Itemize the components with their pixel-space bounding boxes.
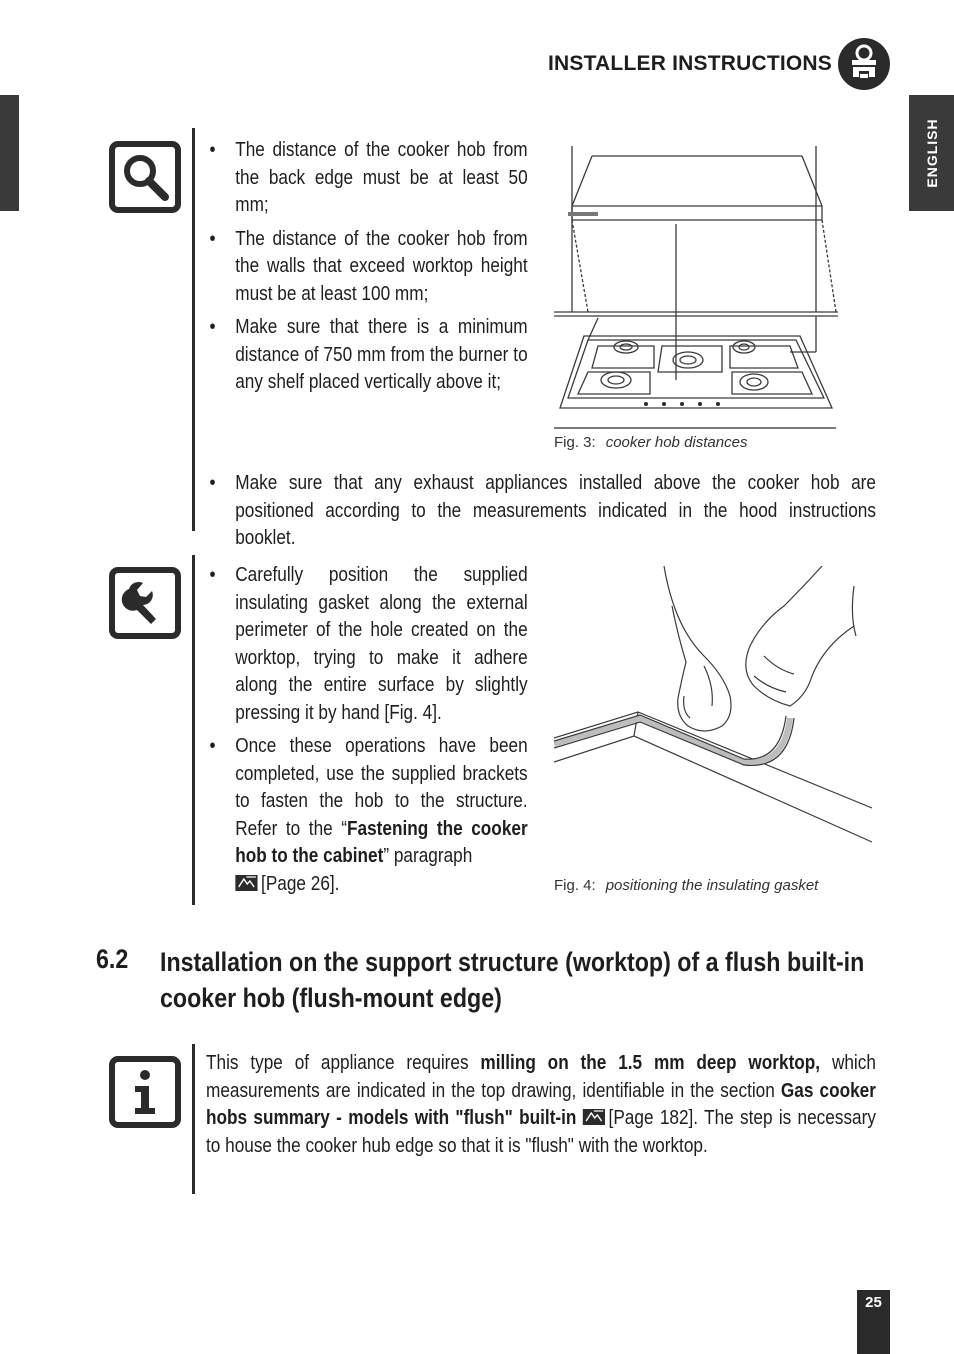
- section-number: 6.2: [96, 944, 129, 974]
- distance-list: [206, 137, 528, 403]
- list-item: • Carefully position the supplied insulating gasket along the external perimeter of the hole created on the worktop, trying to make it adhere along the entire surface by slightly pressing it by hand [Fig. 4].: [206, 562, 528, 727]
- info-paragraph: This type of appliance requires milling on the 1.5 mm deep worktop, which measurements are indicated in the top drawing, identifiable in the section Gas cooker hobs summary - models with "flush" built-in [Page 182]. The step is necessary to house the cooker hub edge so that it is "flush" with the worktop.: [206, 1052, 876, 1157]
- page-reference[interactable]: [Page 26].: [261, 872, 340, 895]
- magnifier-icon: [109, 141, 181, 213]
- header-title: INSTALLER INSTRUCTIONS: [547, 52, 832, 75]
- list-item: • Make sure that there is a minimum distance of 750 mm from the burner to any shelf placed vertically above it;: [206, 314, 528, 397]
- left-edge-tab: [0, 95, 19, 211]
- paragraph-reference[interactable]: Fastening the cooker hob to the cabinet: [235, 817, 528, 867]
- page-number: 25: [857, 1290, 890, 1354]
- figure-cooker-hob-distances: [554, 140, 838, 430]
- list-item: • Make sure that any exhaust appliances installed above the cooker hob are positioned according to the measurements indicated in the hood instructions booklet.: [206, 470, 876, 553]
- page-reference[interactable]: [Page 182]: [608, 1107, 694, 1129]
- gasket-list: [206, 562, 528, 904]
- list-item: • Once these operations have been completed, use the supplied brackets to fasten the hob to the structure. Refer to the “Fastening the cooker hob to the cabinet” paragraph [Page 26].: [206, 733, 528, 898]
- book-reference-icon: [235, 873, 257, 891]
- block-divider: [192, 128, 195, 531]
- block-divider: [192, 1044, 195, 1194]
- info-icon: [109, 1056, 181, 1128]
- list-item: • The distance of the cooker hob from the walls that exceed worktop height must be at least 100 mm;: [206, 226, 528, 309]
- installer-icon: [838, 38, 890, 90]
- figure-reference[interactable]: [Fig. 4]: [384, 701, 437, 724]
- language-tab: ENGLISH: [909, 95, 954, 211]
- figure-caption: Fig. 3: cooker hob distances: [554, 434, 748, 451]
- list-item: • The distance of the cooker hob from the back edge must be at least 50 mm;: [206, 137, 528, 220]
- figure-insulating-gasket: [554, 566, 874, 850]
- exhaust-list: [206, 470, 876, 559]
- wrench-icon: [109, 567, 181, 639]
- figure-caption: Fig. 4: positioning the insulating gasket: [554, 877, 819, 894]
- section-title: Installation on the support structure (worktop) of a flush built-in cooker hob (flush-mount edge): [160, 947, 865, 1013]
- section-reference[interactable]: Gas cooker hobs summary - models with "flush" built-in: [206, 1079, 876, 1129]
- block-divider: [192, 555, 195, 905]
- book-reference-icon: [583, 1107, 605, 1125]
